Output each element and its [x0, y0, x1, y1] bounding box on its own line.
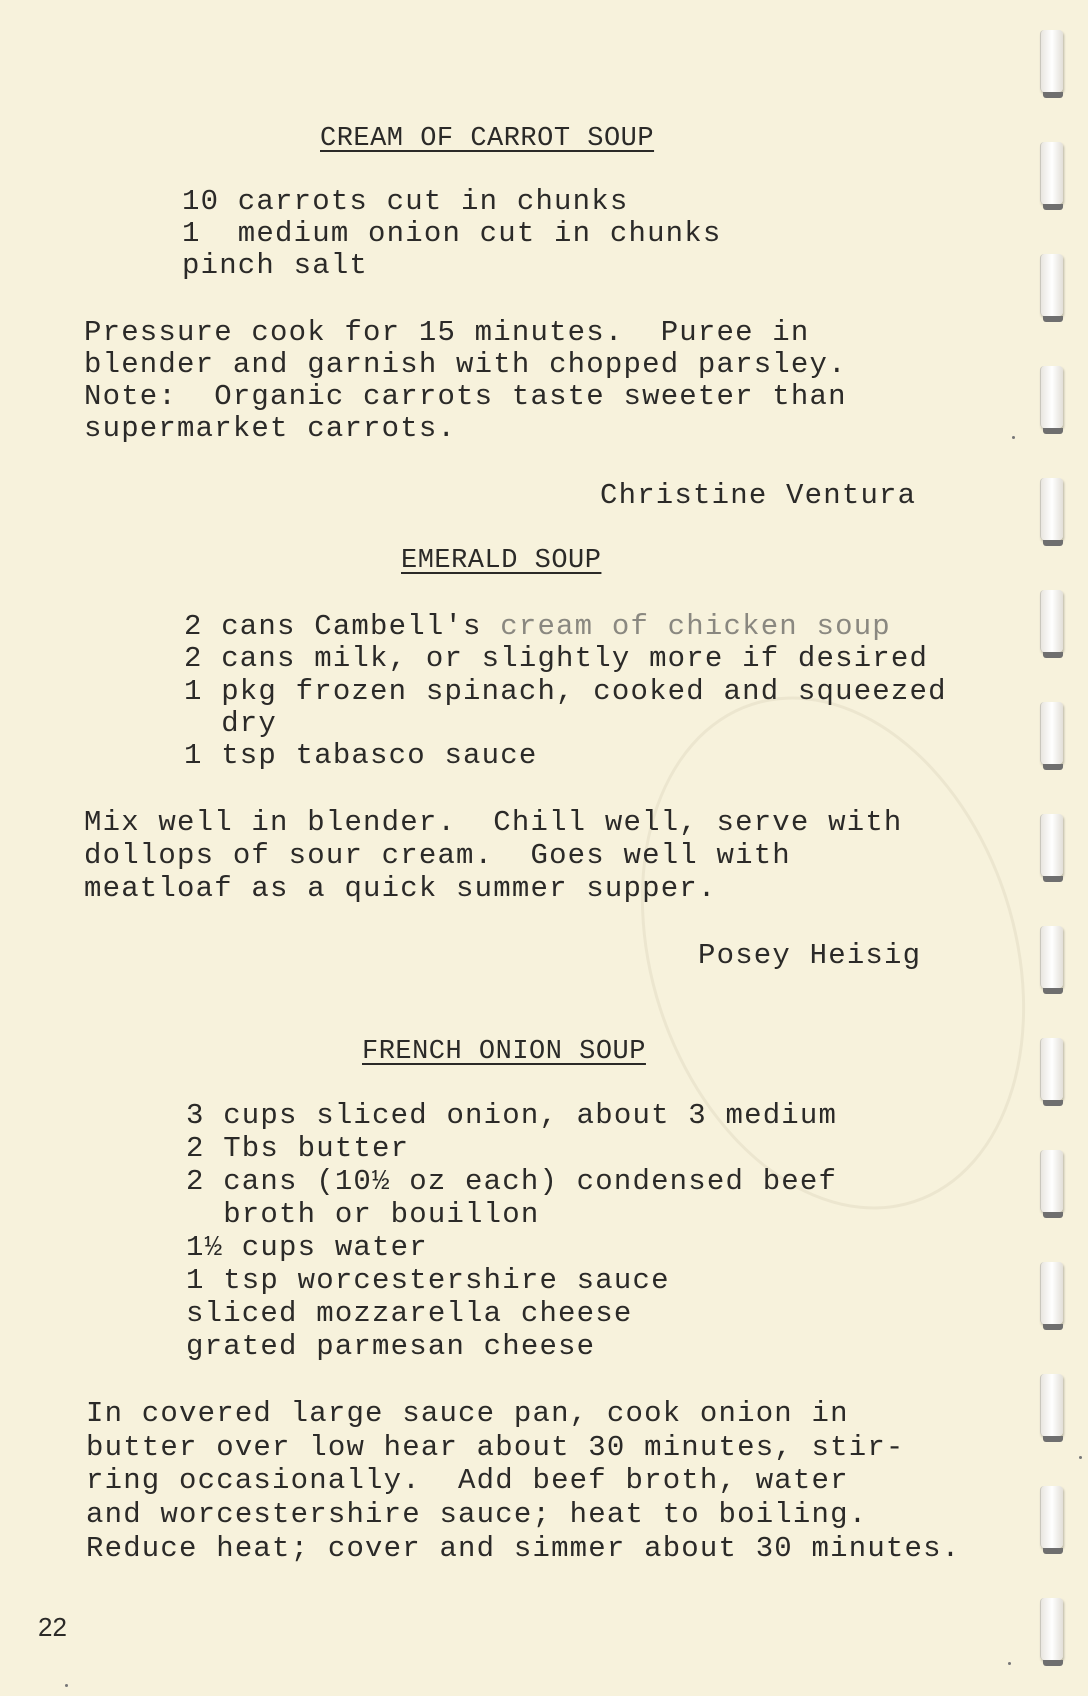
paper-speck — [65, 1684, 68, 1687]
binding-ring — [1040, 1486, 1063, 1548]
page-number: 22 — [38, 1612, 67, 1642]
binding-ring — [1040, 702, 1063, 764]
ingredient-line: sliced mozzarella cheese — [186, 1297, 633, 1330]
ingredient-line: 1 pkg frozen spinach, cooked and squeezed — [184, 675, 947, 708]
ingredient-line: 2 cans milk, or slightly more if desired — [184, 642, 929, 675]
binding-ring — [1040, 142, 1063, 204]
ingredient-line: 2 cans (10½ oz each) condensed beef — [186, 1165, 838, 1198]
binding-ring — [1040, 1374, 1063, 1436]
instruction-line: Mix well in blender. Chill well, serve with — [84, 806, 903, 839]
instruction-line: supermarket carrots. — [84, 412, 457, 445]
ingredient-line: 1 medium onion cut in chunks — [182, 217, 722, 250]
ingredient-line: broth or bouillon — [186, 1198, 540, 1231]
binding-ring — [1040, 1262, 1063, 1324]
recipe-title-emerald-soup: EMERALD SOUP — [401, 546, 602, 576]
instruction-line: Note: Organic carrots taste sweeter than — [84, 380, 847, 413]
ingredient-text: 2 cans Cambell's cream of chicken soup — [184, 610, 891, 643]
binding-ring — [1040, 1150, 1063, 1212]
ingredient-line: 1½ cups water — [186, 1231, 428, 1264]
binding-ring — [1040, 254, 1063, 316]
binding-ring — [1040, 814, 1063, 876]
instruction-line: and worcestershire sauce; heat to boiling. — [86, 1498, 868, 1531]
binding-ring — [1040, 1038, 1063, 1100]
binding-ring — [1040, 366, 1063, 428]
recipe-title-cream-of-carrot-soup: CREAM OF CARROT SOUP — [320, 124, 655, 154]
binding-ring — [1040, 590, 1063, 652]
instruction-line: Pressure cook for 15 minutes. Puree in — [84, 316, 810, 349]
instruction-line: dollops of sour cream. Goes well with — [84, 839, 791, 872]
binding-ring — [1040, 30, 1063, 92]
ingredient-line: 10 carrots cut in chunks — [182, 185, 629, 218]
smudged-text: cream of chicken soup — [500, 610, 891, 643]
binding-ring — [1040, 1598, 1063, 1660]
paper-speck — [1008, 1662, 1011, 1665]
ingredient-line: grated parmesan cheese — [186, 1330, 596, 1363]
instruction-line: meatloaf as a quick summer supper. — [84, 872, 717, 905]
instruction-line: In covered large sauce pan, cook onion in — [86, 1397, 849, 1430]
ingredient-line: 1 tsp tabasco sauce — [184, 739, 538, 772]
recipe-title-french-onion-soup: FRENCH ONION SOUP — [362, 1037, 646, 1067]
binding-ring — [1040, 478, 1063, 540]
ingredient-line — [184, 611, 891, 643]
ingredient-line: dry — [184, 707, 278, 740]
ingredient-line: 1 tsp worcestershire sauce — [186, 1264, 670, 1297]
spiral-binding — [1040, 20, 1070, 1680]
ingredient-line: 3 cups sliced onion, about 3 medium — [186, 1099, 838, 1132]
instruction-line: ring occasionally. Add beef broth, water — [86, 1464, 849, 1497]
instruction-line: blender and garnish with chopped parsley. — [84, 348, 847, 381]
recipe-author: Christine Ventura — [600, 479, 917, 512]
ingredient-line: pinch salt — [182, 249, 369, 282]
recipe-author: Posey Heisig — [698, 939, 922, 972]
instruction-line: butter over low hear about 30 minutes, stir- — [86, 1431, 905, 1464]
paper-speck — [1012, 436, 1015, 439]
binding-ring — [1040, 926, 1063, 988]
instruction-line: Reduce heat; cover and simmer about 30 minutes. — [86, 1532, 961, 1565]
ingredient-line: 2 Tbs butter — [186, 1132, 410, 1165]
paper-speck — [1079, 1456, 1082, 1459]
